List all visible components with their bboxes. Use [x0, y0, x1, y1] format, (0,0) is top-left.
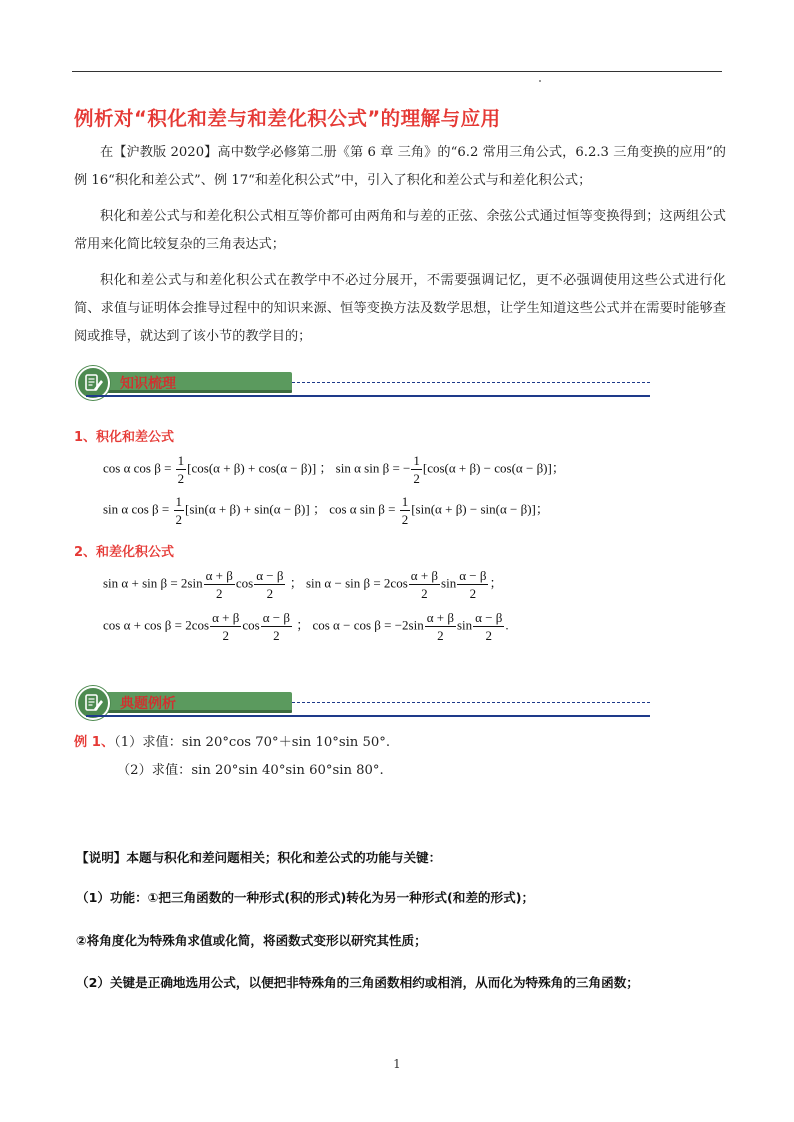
banner-bar: [86, 372, 292, 392]
fraction-denominator: 2: [175, 512, 183, 527]
formula-text: [sin(α + β) + sin(α − β)]: [185, 501, 310, 517]
formula-text: cos α − cos β = −2sin: [312, 617, 424, 633]
fraction: [457, 568, 488, 601]
fraction-numerator: α − β: [262, 610, 290, 625]
intro-paragraph-3: 积化和差公式与和差化积公式在教学中不必过分展开，不需要强调记忆，更不必强调使用这些公式进行化简、求值与证明体会推导过程中的知识来源、恒等变换方法及数学思想，让学生知道这些公式并在需要时能够查阅或推导，就达到了该小节的教学目的；: [74, 273, 726, 344]
fraction: [174, 494, 185, 527]
formula-text: sin α − sin β = 2cos: [306, 575, 408, 591]
section-heading-sum-to-product: 2、和差化积公式: [74, 545, 175, 560]
page-number: 1: [393, 1057, 401, 1071]
section-banner-knowledge: [76, 368, 650, 398]
banner-bar-shadow: [88, 390, 292, 393]
formula-text: [cos(α + β) − cos(α − β)]: [422, 460, 552, 476]
fraction: [400, 494, 411, 527]
section-heading-product-to-sum: 1、积化和差公式: [74, 430, 175, 445]
fraction-denominator: 2: [485, 628, 493, 643]
formula-product-to-sum-2: [103, 494, 549, 527]
fraction: [254, 568, 285, 601]
formula-text: cos α sin β =: [329, 501, 399, 517]
fraction-numerator: α + β: [410, 568, 439, 583]
fraction: [411, 453, 422, 486]
formula-text: cos: [242, 617, 260, 633]
formula-end: ；: [535, 501, 549, 517]
header-rule: [72, 71, 722, 72]
fraction-denominator: 2: [469, 586, 477, 601]
formula-end: ；: [551, 460, 565, 476]
intro-paragraph-1: 在【沪教版 2020】高中数学必修第二册《第 6 章 三角》的“6.2 常用三角公式，6.2.3 三角变换的应用”的例 16“积化和差公式”、例 17“和差化积公式”中，引入了积化和差公式与和差化积公式；: [74, 145, 726, 188]
formula-end: .: [505, 617, 509, 633]
formula-text: [cos(α + β) + cos(α − β)]: [187, 460, 317, 476]
example-1-question-2: （2）求值：sin 20°sin 40°sin 60°sin 80°.: [117, 763, 384, 778]
formula-sum-to-product-2: [103, 610, 509, 643]
fraction-denominator: 2: [413, 471, 420, 486]
fraction-denominator: 2: [421, 586, 428, 601]
fraction-numerator: 1: [413, 453, 420, 468]
example-1-question-1: [74, 731, 390, 750]
banner-label-knowledge: 知识梳理: [120, 376, 176, 392]
formula-text: cos α + cos β = 2cos: [103, 617, 210, 633]
example-1-q1-text: （1）求值：sin 20°cos 70°＋sin 10°sin 50°.: [114, 735, 391, 750]
note-line-1: 【说明】本题与积化和差问题相关；积化和差公式的功能与关键：: [76, 850, 442, 865]
banner-dashed-line: [292, 702, 650, 703]
fraction-denominator: 2: [215, 586, 223, 601]
banner-bar-shadow: [88, 710, 292, 713]
intro-paragraph-2: 积化和差公式与和差化积公式相互等价都可由两角和与差的正弦、余弦公式通过恒等变换得到；这两组公式常用来化简比较复杂的三角表达式；: [74, 209, 726, 252]
fraction: [204, 568, 235, 601]
page-title: 例析对“积化和差与和差化积公式”的理解与应用: [74, 107, 501, 130]
formula-text: sin α sin β = −: [335, 460, 411, 476]
formula-product-to-sum-1: [103, 453, 565, 486]
formula-text: cos: [235, 575, 254, 591]
formula-text: cos α cos β =: [103, 460, 175, 476]
formula-text: [sin(α + β) − sin(α − β)]: [411, 501, 536, 517]
fraction-numerator: α − β: [256, 568, 284, 583]
fraction: [261, 610, 292, 643]
fraction: [473, 610, 504, 643]
banner-base-line: [86, 715, 650, 717]
fraction: [425, 610, 456, 643]
fraction-numerator: 1: [175, 494, 183, 509]
fraction-denominator: 2: [273, 628, 280, 643]
note-line-2: （1）功能：①把三角函数的一种形式(积的形式)转化为另一种形式(和差的形式)；: [76, 890, 535, 905]
fraction-denominator: 2: [401, 512, 409, 527]
section-banner-examples: [76, 688, 650, 718]
fraction: [409, 568, 440, 601]
banner-bar: [86, 692, 292, 712]
formula-separator: ；: [289, 575, 303, 591]
banner-base-line: [86, 395, 650, 397]
fraction-denominator: 2: [177, 471, 185, 486]
fraction-numerator: α + β: [212, 610, 240, 625]
formula-end: ；: [489, 575, 503, 591]
fraction-numerator: α + β: [205, 568, 233, 583]
fraction-numerator: 1: [401, 494, 409, 509]
formula-text: sin α + sin β = 2sin: [103, 575, 203, 591]
formula-separator: ；: [312, 501, 326, 517]
fraction: [210, 610, 241, 643]
banner-label-examples: 典题例析: [120, 696, 176, 712]
note-line-3: ②将角度化为特殊角求值或化简，将函数式变形以研究其性质；: [76, 933, 427, 948]
fraction-denominator: 2: [437, 628, 444, 643]
note-line-4: （2）关键是正确地选用公式，以便把非特殊角的三角函数相约或相消，从而化为特殊角的三角函数；: [76, 975, 639, 990]
header-dot: [539, 80, 541, 82]
fraction-denominator: 2: [222, 628, 229, 643]
banner-dashed-line: [292, 382, 650, 383]
fraction: [176, 453, 187, 486]
fraction-numerator: α + β: [426, 610, 454, 625]
example-1-label: 例 1、: [74, 735, 115, 750]
fraction-numerator: 1: [177, 453, 185, 468]
fraction-denominator: 2: [266, 586, 274, 601]
fraction-numerator: α − β: [459, 568, 487, 583]
formula-text: sin: [441, 575, 457, 591]
formula-sum-to-product-1: [103, 568, 502, 601]
formula-text: sin α cos β =: [103, 501, 173, 517]
formula-text: sin: [456, 617, 473, 633]
formula-separator: ；: [296, 617, 310, 633]
fraction-numerator: α − β: [475, 610, 503, 625]
formula-separator: ；: [319, 460, 333, 476]
